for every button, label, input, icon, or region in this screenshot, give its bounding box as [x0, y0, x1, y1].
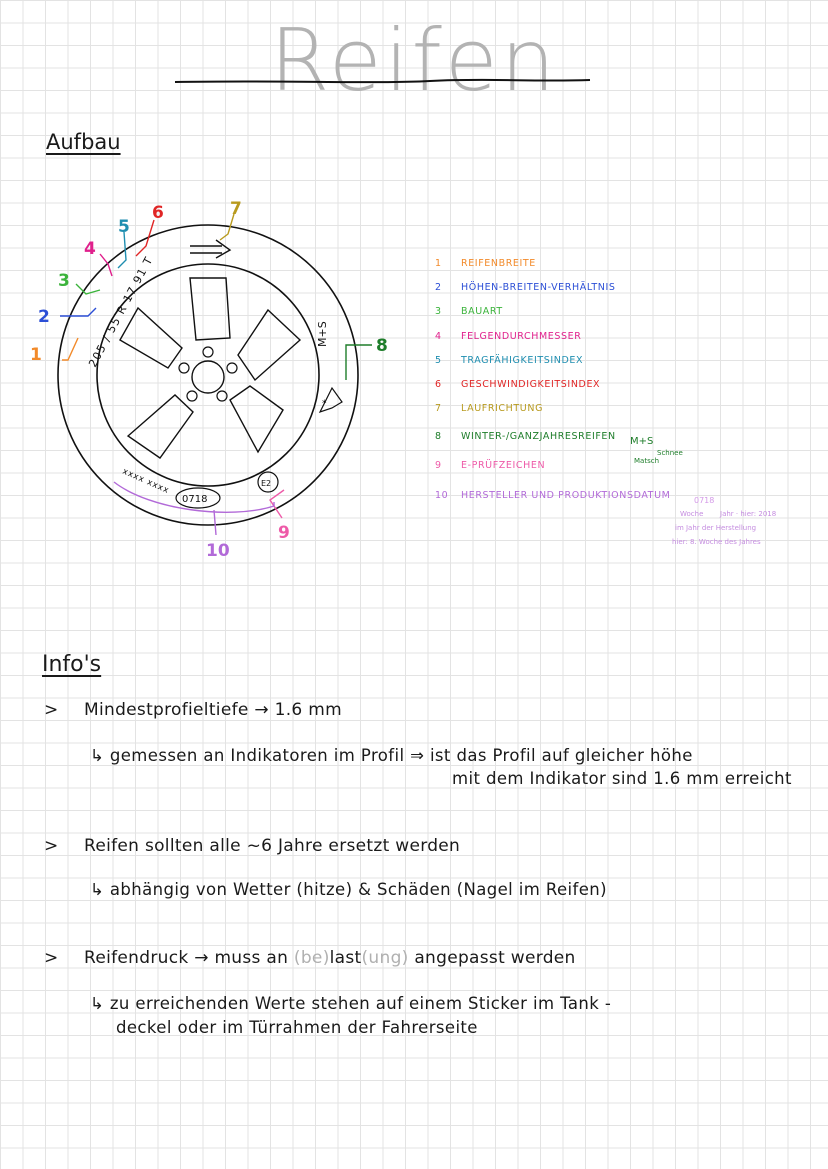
- info-2-main: Reifen sollten alle ~6 Jahre ersetzt werden: [84, 836, 461, 856]
- callout-3: 3: [58, 271, 70, 291]
- info-bullet: >: [44, 948, 59, 968]
- ms-note-schnee: Schnee: [657, 449, 683, 457]
- callout-1: 1: [30, 345, 42, 365]
- callout-4: 4: [84, 239, 96, 259]
- svg-text:*: *: [322, 399, 327, 409]
- legend-item: 7 LAUFRICHTUNG: [435, 403, 544, 415]
- legend-item: 6 GESCHWINDIGKEITSINDEX: [435, 378, 601, 390]
- ms-note-code: M+S: [630, 436, 654, 447]
- page-title: Reifen: [269, 11, 559, 111]
- date-note-woche: Woche: [680, 510, 704, 518]
- callout-9: 9: [278, 523, 290, 543]
- manufacturer-code: xxxx xxxx: [120, 466, 171, 497]
- ms-note-matsch: Matsch: [634, 457, 660, 465]
- info-3-sub-1: ↳ zu erreichenden Werte stehen auf einem Sticker im Tank -: [90, 994, 612, 1013]
- tire-diagram: [0, 190, 420, 570]
- legend-item: 3 BAUART: [435, 306, 503, 318]
- date-code: 0718: [182, 494, 208, 505]
- date-note-line2: hier: 8. Woche des Jahres: [672, 538, 761, 546]
- season-mark: M+S: [316, 321, 329, 347]
- legend-item: 2 HÖHEN-BREITEN-VERHÄLTNIS: [435, 282, 616, 294]
- direction-arrow-icon: [190, 240, 230, 258]
- info-1-sub-1: ↳ gemessen an Indikatoren im Profil ⇒ ist das Profil auf gleicher höhe: [90, 746, 693, 765]
- date-note-jahr: Jahr · hier: 2018: [720, 510, 777, 518]
- legend-list: [435, 258, 815, 514]
- callout-7: 7: [230, 199, 242, 219]
- legend-item: 5 TRAGFÄHIGKEITSINDEX: [435, 354, 584, 366]
- callout-6: 6: [152, 203, 164, 223]
- legend-item: 9 E-PRÜFZEICHEN: [435, 459, 546, 471]
- callout-5: 5: [118, 217, 130, 237]
- info-1-sub-2: mit dem Indikator sind 1.6 mm erreicht: [452, 769, 792, 788]
- legend-item: 1 REIFENBREITE: [435, 258, 536, 269]
- info-2-sub-1: ↳ abhängig von Wetter (hitze) & Schäden (Nagel im Reifen): [90, 880, 607, 899]
- wheel-hub: [192, 361, 224, 393]
- tire-outer-ring: [58, 225, 358, 525]
- title-underline: [170, 68, 600, 98]
- date-note-code: 0718: [694, 496, 715, 505]
- legend-item: 10 HERSTELLER UND PRODUKTIONSDATUM: [435, 489, 671, 501]
- approval-mark: E2: [261, 479, 272, 488]
- info-bullet: >: [44, 836, 59, 856]
- rim-spokes: [120, 278, 300, 458]
- info-3-sub-2: deckel oder im Türrahmen der Fahrerseite: [116, 1018, 478, 1037]
- aufbau-heading: Aufbau: [46, 130, 121, 154]
- infos-heading: Info's: [42, 652, 102, 677]
- info-3-main: Reifendruck → muss an (be)last(ung) angepasst werden: [84, 948, 576, 968]
- info-1-main: Mindestprofieltiefe → 1.6 mm: [84, 700, 342, 720]
- date-note-line1: im Jahr der Herstellung: [675, 524, 757, 532]
- callout-8: 8: [376, 336, 388, 356]
- snowflake-mountain-icon: [320, 388, 342, 412]
- callout-10: 10: [206, 541, 230, 561]
- sidewall-code: 205 / 55 R 17 91 T: [86, 254, 156, 370]
- legend-item: 4 FELGENDURCHMESSER: [435, 330, 582, 342]
- info-bullet: >: [44, 700, 59, 720]
- callout-2: 2: [38, 307, 50, 327]
- legend-item: 8 WINTER-/GANZJAHRESREIFEN: [435, 431, 616, 443]
